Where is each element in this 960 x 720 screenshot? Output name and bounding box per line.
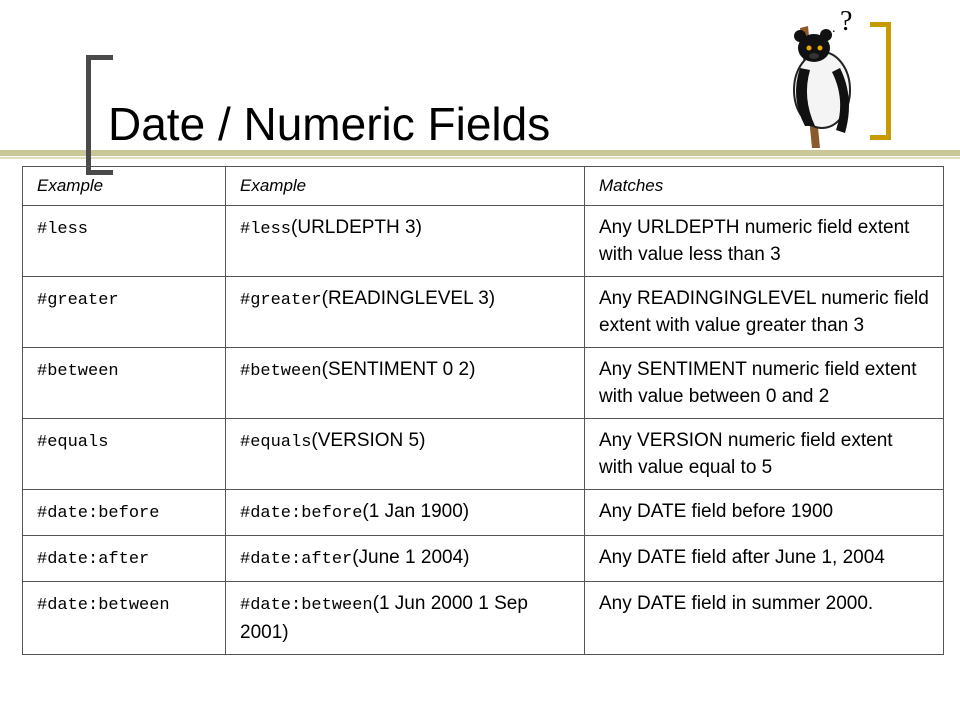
table-row xyxy=(23,536,944,582)
example-operator: #between xyxy=(240,362,322,381)
operator-text: #less xyxy=(37,220,89,239)
operator-cell xyxy=(23,348,226,419)
example-cell xyxy=(226,419,585,490)
table-row xyxy=(23,348,944,419)
column-header: Example xyxy=(23,167,226,206)
operator-text: #date:between xyxy=(37,596,170,615)
table-row xyxy=(23,206,944,277)
lemur-icon xyxy=(760,8,870,158)
example-cell xyxy=(226,277,585,348)
example-cell xyxy=(226,206,585,277)
table-row xyxy=(23,419,944,490)
example-operator: #equals xyxy=(240,433,312,452)
matches-cell: Any READINGINGLEVEL numeric field extent with value greater than 3 xyxy=(585,277,944,348)
matches-cell: Any SENTIMENT numeric field extent with value between 0 and 2 xyxy=(585,348,944,419)
operator-cell xyxy=(23,490,226,536)
operator-text: #greater xyxy=(37,291,119,310)
example-args: (1 Jun 2000 1 Sep 2001) xyxy=(240,593,528,643)
example-args: (1 Jan 1900) xyxy=(362,501,470,522)
example-args: (VERSION 5) xyxy=(311,430,426,451)
operator-text: #between xyxy=(37,362,119,381)
example-args: (June 1 2004) xyxy=(352,547,470,568)
matches-cell: Any VERSION numeric field extent with value equal to 5 xyxy=(585,419,944,490)
operator-cell xyxy=(23,419,226,490)
operator-cell xyxy=(23,582,226,655)
example-args: (READINGLEVEL 3) xyxy=(321,288,496,309)
column-header: Example xyxy=(226,167,585,206)
example-cell xyxy=(226,536,585,582)
table-header-row xyxy=(23,167,944,206)
example-cell xyxy=(226,582,585,655)
example-cell xyxy=(226,490,585,536)
matches-cell: Any URLDEPTH numeric field extent with value less than 3 xyxy=(585,206,944,277)
operator-text: #equals xyxy=(37,433,109,452)
table-row xyxy=(23,582,944,655)
example-operator: #date:between xyxy=(240,596,373,615)
example-operator: #greater xyxy=(240,291,322,310)
example-operator: #date:before xyxy=(240,504,363,523)
svg-text:.: . xyxy=(832,21,836,36)
table-row xyxy=(23,490,944,536)
operator-cell xyxy=(23,277,226,348)
matches-cell: Any DATE field after June 1, 2004 xyxy=(585,536,944,582)
operator-cell xyxy=(23,206,226,277)
column-header: Matches xyxy=(585,167,944,206)
example-args: (URLDEPTH 3) xyxy=(291,217,422,238)
fields-table xyxy=(22,166,944,655)
question-mark: ? xyxy=(840,8,853,37)
example-operator: #date:after xyxy=(240,550,353,569)
table-row xyxy=(23,277,944,348)
operator-text: #date:before xyxy=(37,504,160,523)
example-operator: #less xyxy=(240,220,292,239)
operator-cell xyxy=(23,536,226,582)
matches-cell: Any DATE field before 1900 xyxy=(585,490,944,536)
example-cell xyxy=(226,348,585,419)
right-bracket-decoration xyxy=(870,22,891,140)
lemur-logo xyxy=(760,8,870,158)
operator-text: #date:after xyxy=(37,550,150,569)
example-args: (SENTIMENT 0 2) xyxy=(321,359,476,380)
matches-cell: Any DATE field in summer 2000. xyxy=(585,582,944,655)
page-title: Date / Numeric Fields xyxy=(108,98,551,150)
